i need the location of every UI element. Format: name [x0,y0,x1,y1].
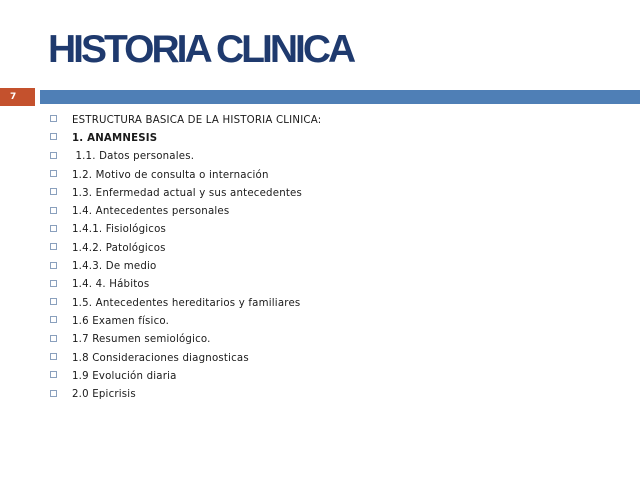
list-item-text: 2.0 Epicrisis [72,389,136,401]
square-bullet-icon [50,390,57,397]
list-item-text: 1.9 Evolución diaria [72,370,177,382]
list-item [50,129,321,147]
list-item [50,239,321,257]
list-item-text: 1.7 Resumen semiológico. [72,334,211,346]
list-item [50,331,321,349]
header-bar [40,90,640,104]
slide-number: 7 [0,88,35,106]
list-item [50,257,321,275]
bullet-list [50,111,321,404]
list-item [50,312,321,330]
list-item [50,184,321,202]
list-item-text: 1.4. 4. Hábitos [72,279,150,291]
list-item [50,294,321,312]
list-item-text: 1.3. Enfermedad actual y sus antecedentes [72,187,303,199]
square-bullet-icon [50,170,57,177]
square-bullet-icon [50,298,57,305]
list-item-text: 1.5. Antecedentes hereditarios y familiares [72,297,301,309]
list-item-text: 1.2. Motivo de consulta o internación [72,169,269,181]
square-bullet-icon [50,280,57,287]
square-bullet-icon [50,115,57,122]
list-item-text: 1.4.2. Patológicos [72,242,166,254]
square-bullet-icon [50,335,57,342]
list-item-text: 1.4. Antecedentes personales [72,206,230,218]
square-bullet-icon [50,188,57,195]
slide-title: HISTORIA CLINICA [48,28,354,71]
list-item [50,166,321,184]
list-item-text: 1. ANAMNESIS [72,132,158,144]
list-item-text: ESTRUCTURA BASICA DE LA HISTORIA CLINICA: [72,114,322,126]
square-bullet-icon [50,262,57,269]
list-item-text: 1.8 Consideraciones diagnosticas [72,352,249,364]
list-item [50,202,321,220]
list-item [50,221,321,239]
square-bullet-icon [50,353,57,360]
list-item [50,385,321,403]
square-bullet-icon [50,207,57,214]
list-item-text: 1.4.3. De medio [72,261,157,273]
list-item-text: 1.6 Examen físico. [72,315,170,327]
list-item [50,111,321,129]
square-bullet-icon [50,225,57,232]
square-bullet-icon [50,152,57,159]
list-item [50,148,321,166]
square-bullet-icon [50,371,57,378]
list-item-text: 1.1. Datos personales. [72,151,195,163]
list-item-text: 1.4.1. Fisiológicos [72,224,167,236]
square-bullet-icon [50,133,57,140]
list-item [50,276,321,294]
square-bullet-icon [50,316,57,323]
square-bullet-icon [50,243,57,250]
list-item [50,349,321,367]
list-item [50,367,321,385]
